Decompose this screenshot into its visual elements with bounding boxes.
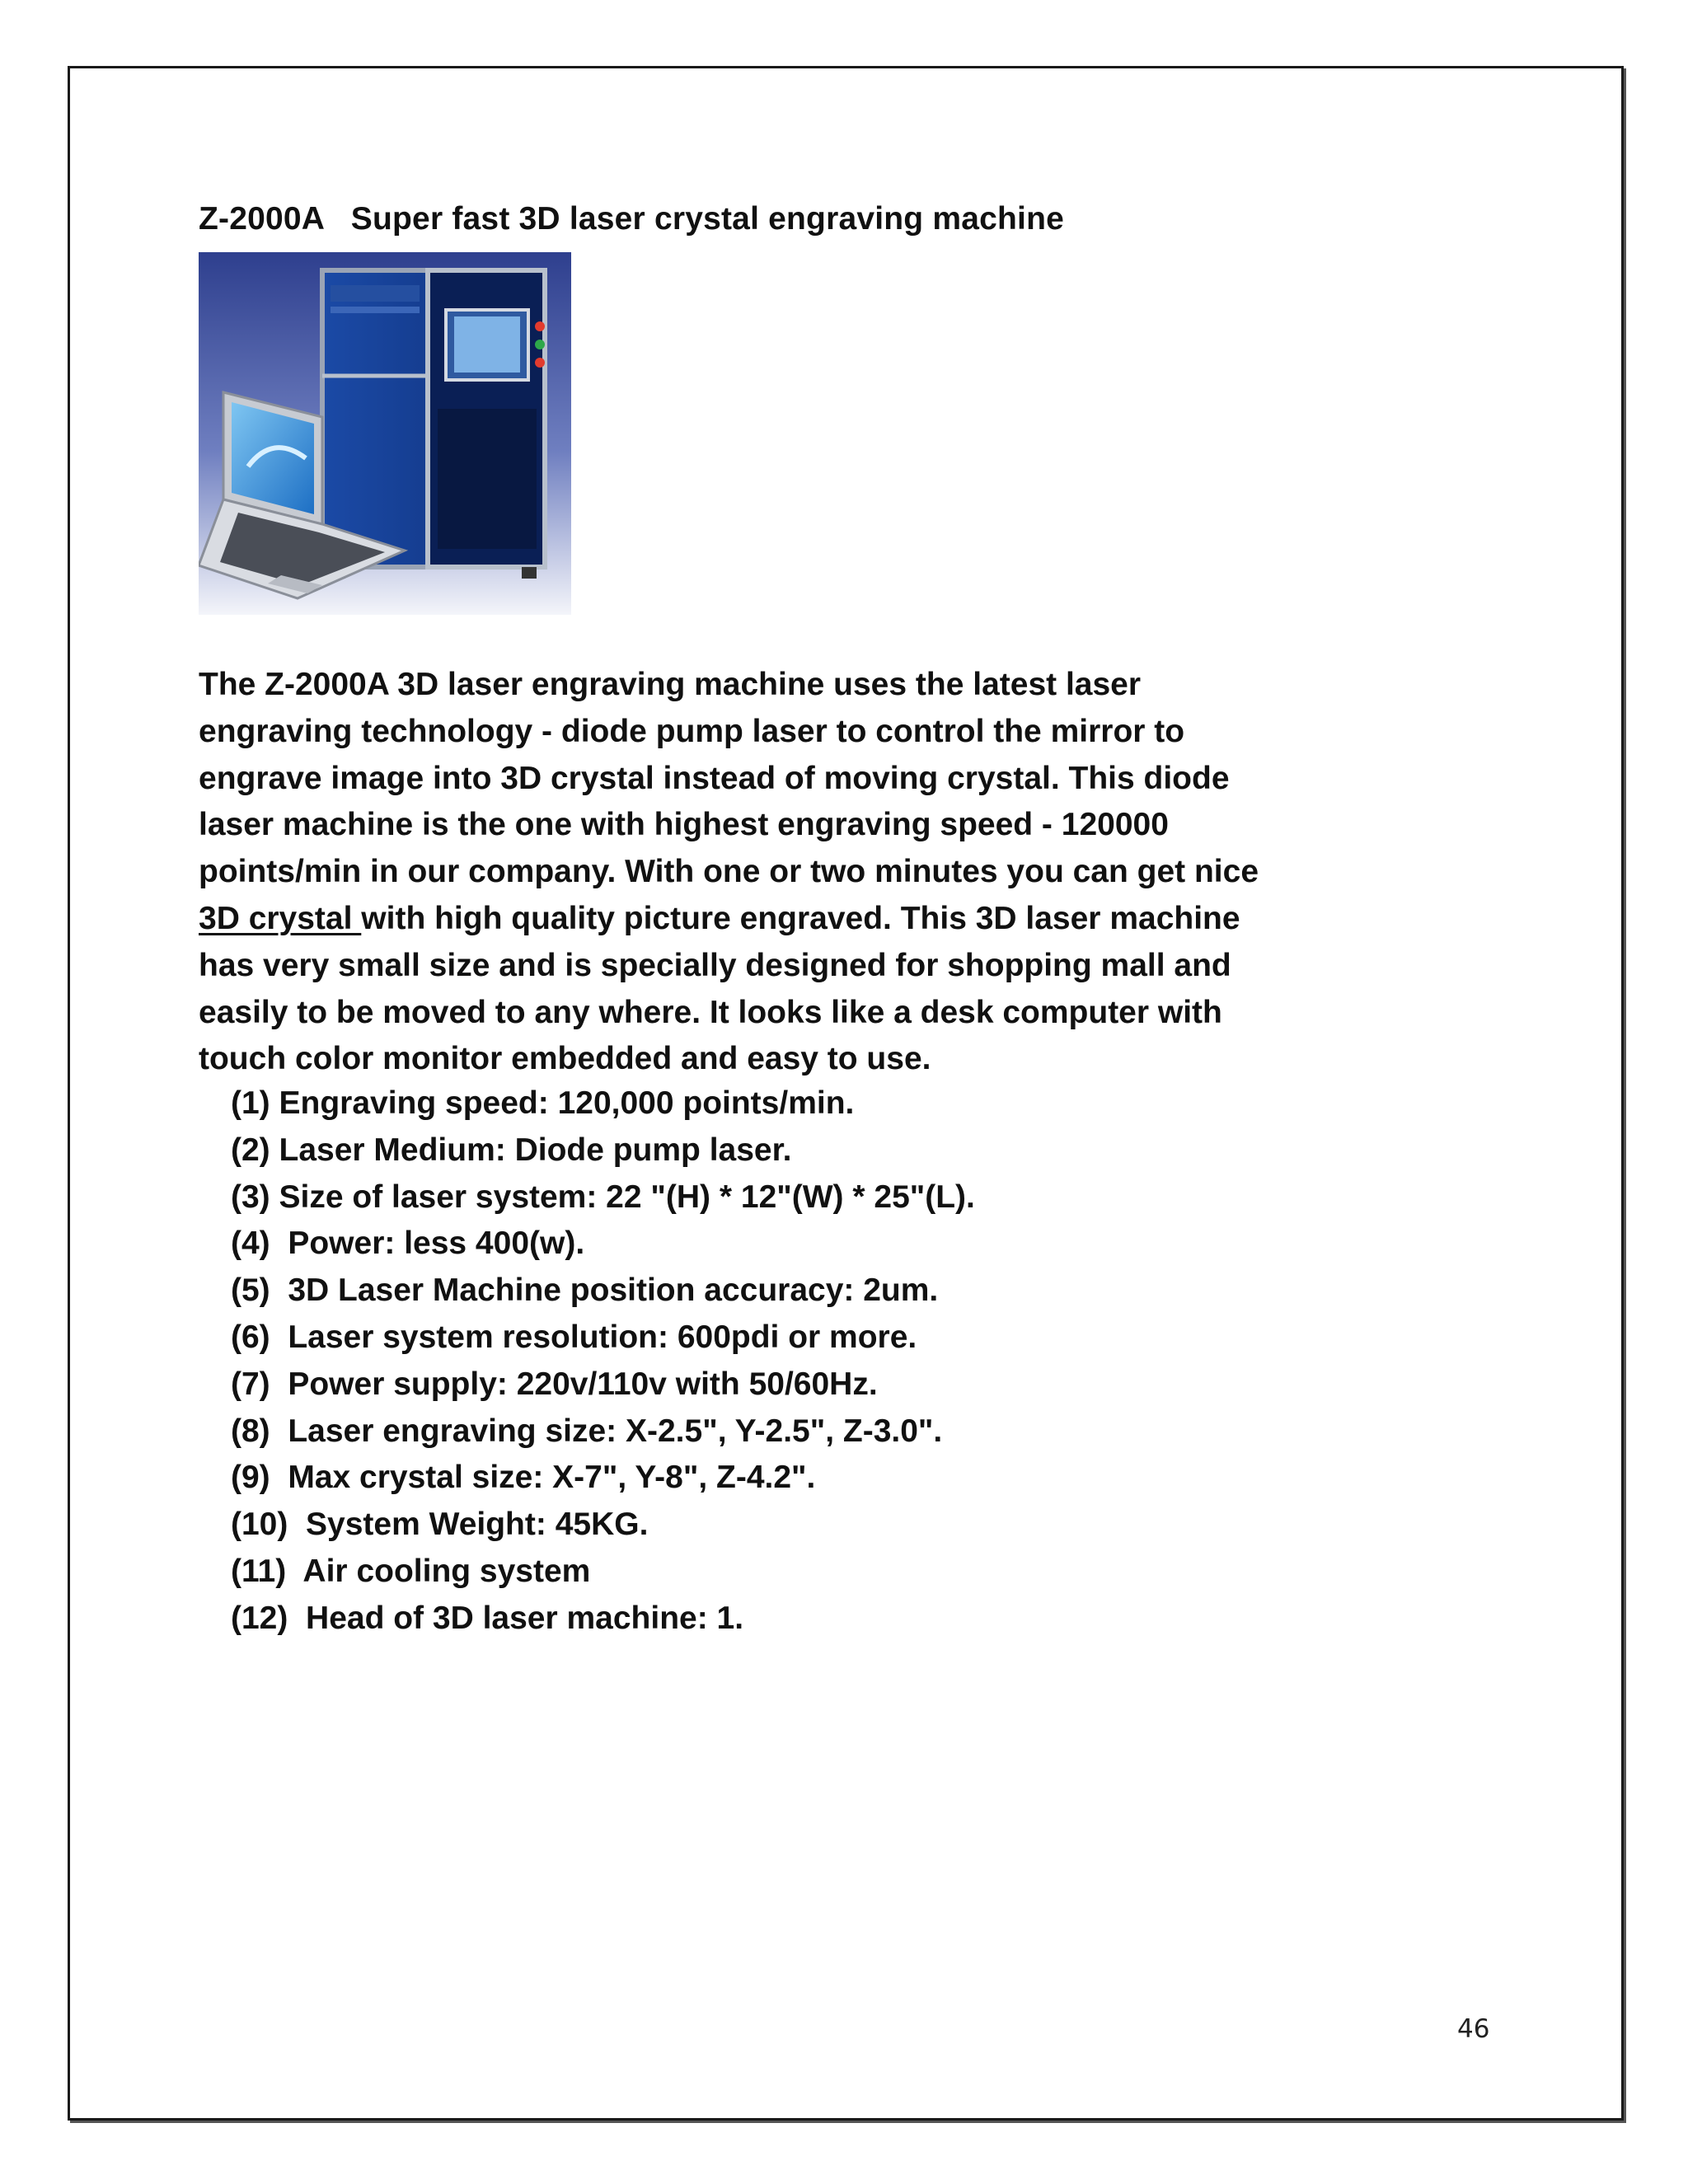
- description-line: has very small size and is specially designed for shopping mall and: [199, 947, 1231, 983]
- spec-item: (6) Laser system resolution: 600pdi or more.: [231, 1319, 917, 1355]
- spec-item: (4) Power: less 400(w).: [231, 1226, 585, 1262]
- description-line: points/min in our company. With one or two minutes you can get nice: [199, 854, 1259, 890]
- 3d-crystal-link[interactable]: 3D crystal: [199, 900, 362, 936]
- description-line-rest: with high quality picture engraved. This 3D laser machine: [361, 900, 1240, 936]
- spec-item: (10) System Weight: 45KG.: [231, 1507, 649, 1543]
- spec-item: (2) Laser Medium: Diode pump laser.: [231, 1132, 792, 1168]
- description-line: touch color monitor embedded and easy to use.: [199, 1041, 931, 1077]
- spec-item: (3) Size of laser system: 22 "(H) * 12"(W) * 25"(L).: [231, 1179, 975, 1215]
- page-number: 46: [1457, 2014, 1490, 2044]
- spec-item: (1) Engraving speed: 120,000 points/min.: [231, 1085, 855, 1121]
- description-line: laser machine is the one with highest engraving speed - 120000: [199, 807, 1169, 843]
- product-photo: [199, 252, 571, 615]
- description-paragraph: [199, 662, 1484, 1083]
- spec-item: (9) Max crystal size: X-7", Y-8", Z-4.2".: [231, 1460, 816, 1496]
- spec-item: (7) Power supply: 220v/110v with 50/60Hz.: [231, 1366, 878, 1402]
- description-line: The Z-2000A 3D laser engraving machine uses the latest laser: [199, 667, 1142, 702]
- spec-item: (8) Laser engraving size: X-2.5", Y-2.5", Z-3.0".: [231, 1413, 943, 1449]
- description-line-with-link: [199, 896, 1484, 943]
- description-line: easily to be moved to any where. It looks like a desk computer with: [199, 994, 1222, 1030]
- spec-item: (5) 3D Laser Machine position accuracy: 2um.: [231, 1272, 939, 1309]
- spec-list: [231, 1080, 975, 1643]
- spec-item: (11) Air cooling system: [231, 1553, 591, 1589]
- description-line: engraving technology - diode pump laser to control the mirror to: [199, 713, 1185, 749]
- spec-item: (12) Head of 3D laser machine: 1.: [231, 1600, 744, 1636]
- description-line: engrave image into 3D crystal instead of moving crystal. This diode: [199, 760, 1230, 796]
- page-title: Z-2000A Super fast 3D laser crystal engraving machine: [199, 201, 1064, 237]
